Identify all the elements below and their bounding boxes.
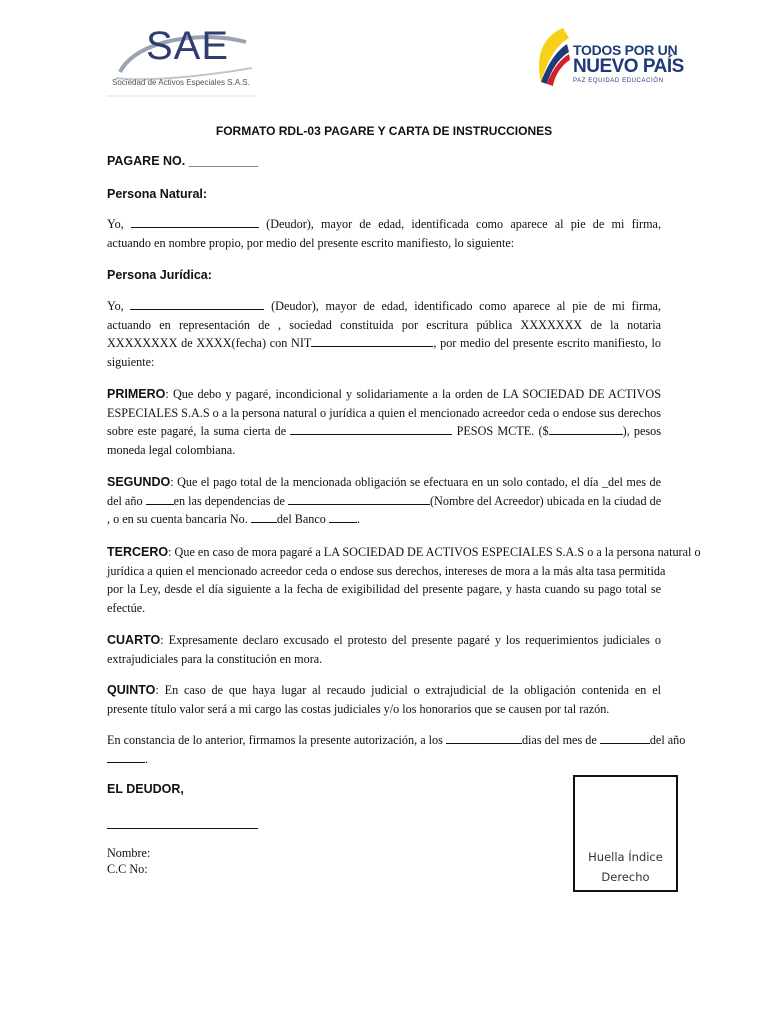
text-fragment: . <box>356 512 360 526</box>
flag-swoosh-icon <box>533 26 573 88</box>
clause-label: TERCERO <box>107 545 169 559</box>
text-fragment: Yo, <box>107 217 124 231</box>
paragraph-line <box>107 334 661 353</box>
paragraph-line <box>107 631 661 650</box>
clause-label: SEGUNDO <box>107 475 171 489</box>
paragraph-line: presente título valor será a mi cargo las costas judiciales y/o los honorarios que se causen por tal razón. <box>107 701 610 716</box>
text-fragment: En constancia de lo anterior, firmamos la presente autorización, a los <box>107 733 443 747</box>
blank-line <box>251 510 277 523</box>
text-fragment: Yo, <box>107 299 124 313</box>
fingerprint-label-line1: Huella Índice <box>588 850 663 864</box>
paragraph-line: actuando en nombre propio, por medio del presente escrito manifiesto, lo siguiente: <box>107 235 515 250</box>
paragraph-line: jurídica a quien el mencionado acreedor ceda o endose sus derechos, intereses de mora a la más alta tasa permitida <box>107 563 666 578</box>
document-title: FORMATO RDL-03 PAGARE Y CARTA DE INSTRUCCIONES <box>215 124 553 138</box>
sae-logo-subtitle: Sociedad de Activos Especiales S.A.S. <box>112 78 250 87</box>
blank-line <box>311 334 433 347</box>
clause-label: CUARTO <box>107 633 161 647</box>
pagare-number: PAGARE NO. __________ <box>107 154 259 168</box>
nombre-label: Nombre: <box>107 846 151 860</box>
paragraph-line <box>107 215 661 234</box>
paragraph-line: ESPECIALES S.A.S o a la persona natural o jurídica a quien el mencionado acreedor ceda o endose sus derechos <box>107 405 661 420</box>
blank-line <box>130 297 264 310</box>
clause-segundo <box>107 473 661 529</box>
paragraph-line <box>107 422 661 441</box>
paragraph-line: moneda legal colombiana. <box>107 442 236 457</box>
text-fragment: : Expresamente declaro excusado el protesto del presente pagaré y los requerimientos judiciales o <box>160 633 661 647</box>
clause-quinto <box>107 681 661 718</box>
text-fragment: del año <box>107 493 143 508</box>
blank-line <box>329 510 357 523</box>
constancia-paragraph <box>107 731 686 768</box>
text-fragment: , o en su cuenta bancaria No. <box>107 512 248 526</box>
text-fragment: sobre este pagaré, la suma cierta de <box>107 424 287 438</box>
blank-line <box>131 215 259 228</box>
text-fragment: PESOS MCTE. ($ <box>456 424 549 438</box>
paragraph-line: siguiente: <box>107 354 155 369</box>
sae-logo <box>106 20 256 98</box>
persona-juridica-paragraph <box>107 297 661 371</box>
text-fragment: , por medio del presente escrito manifiesto, lo <box>433 336 661 350</box>
persona-juridica-heading: Persona Jurídica: <box>107 268 212 282</box>
text-fragment: del año <box>649 733 686 747</box>
clause-tercero <box>107 543 701 617</box>
text-fragment: (Nombre del Acreedor) ubicada en la ciudad de <box>429 493 662 508</box>
fingerprint-label <box>575 847 676 887</box>
gov-logo-line3: PAZ EQUIDAD EDUCACIÓN <box>573 78 664 84</box>
blank-line <box>146 492 174 505</box>
fingerprint-label-line2: Derecho <box>601 870 650 884</box>
blank-line <box>288 492 430 505</box>
paragraph-line <box>107 492 661 511</box>
text-fragment: en las dependencias de <box>173 493 285 508</box>
text-fragment: : En caso de que haya lugar al recaudo judicial o extrajudicial de la obligación contenida en el <box>155 683 661 697</box>
gov-logo-line2: NUEVO PAÍS <box>573 56 684 77</box>
clause-cuarto <box>107 631 661 668</box>
fingerprint-box <box>573 775 678 892</box>
clause-label: PRIMERO <box>107 387 166 401</box>
paragraph-line: actuando en representación de , sociedad constituida por escritura pública XXXXXXX de la notaria <box>107 317 661 332</box>
signature-line <box>107 828 258 829</box>
paragraph-line <box>107 750 661 769</box>
paragraph-line <box>107 681 661 700</box>
blank-line <box>446 731 522 744</box>
paragraph-line: por la Ley, desde el día siguiente a la fecha de exigibilidad del presente pagare, y hasta cuando su pago total se <box>107 582 661 596</box>
paragraph-line <box>107 473 661 492</box>
blank-line <box>290 422 452 435</box>
paragraph-line <box>107 731 686 750</box>
cc-label: C.C No: <box>107 862 148 876</box>
paragraph-line: efectúe. <box>107 600 146 615</box>
text-fragment: : Que en caso de mora pagaré a LA SOCIEDAD DE ACTIVOS ESPECIALES S.A.S o a la persona natural o <box>168 545 701 559</box>
gov-logo <box>533 26 684 88</box>
text-fragment: XXXXXXXX de XXXX(fecha) con NIT <box>107 336 312 350</box>
paragraph-line <box>107 543 701 562</box>
text-fragment: del Banco <box>276 512 326 526</box>
persona-natural-paragraph <box>107 215 661 252</box>
text-fragment: (Deudor), mayor de edad, identificado como aparece al pie de mi firma, <box>271 299 662 313</box>
clause-primero <box>107 385 661 459</box>
paragraph-line <box>107 297 661 316</box>
paragraph-line <box>107 510 661 529</box>
paragraph-line: extrajudiciales para la constitución en mora. <box>107 651 323 666</box>
blank-line <box>600 731 650 744</box>
clause-label: QUINTO <box>107 683 156 697</box>
blank-line <box>107 750 145 763</box>
text-fragment: : Que debo y pagaré, incondicional y solidariamente a la orden de LA SOCIEDAD DE ACTIVOS <box>165 387 661 401</box>
text-fragment: ), pesos <box>622 424 661 438</box>
sae-logo-text: SAE <box>146 24 230 68</box>
paragraph-line <box>107 385 661 404</box>
text-fragment: dias del mes de <box>521 733 597 747</box>
deudor-heading: EL DEUDOR, <box>107 782 184 796</box>
text-fragment: . <box>145 751 149 766</box>
text-fragment: : Que el pago total de la mencionada obligación se efectuara en un solo contado, el día _del mes de <box>170 475 661 489</box>
gov-logo-line1: TODOS POR UN <box>573 42 678 58</box>
blank-line <box>549 422 623 435</box>
signer-info <box>107 845 150 877</box>
persona-natural-heading: Persona Natural: <box>107 187 208 201</box>
text-fragment: (Deudor), mayor de edad, identificada como aparece al pie de mi firma, <box>266 217 662 231</box>
